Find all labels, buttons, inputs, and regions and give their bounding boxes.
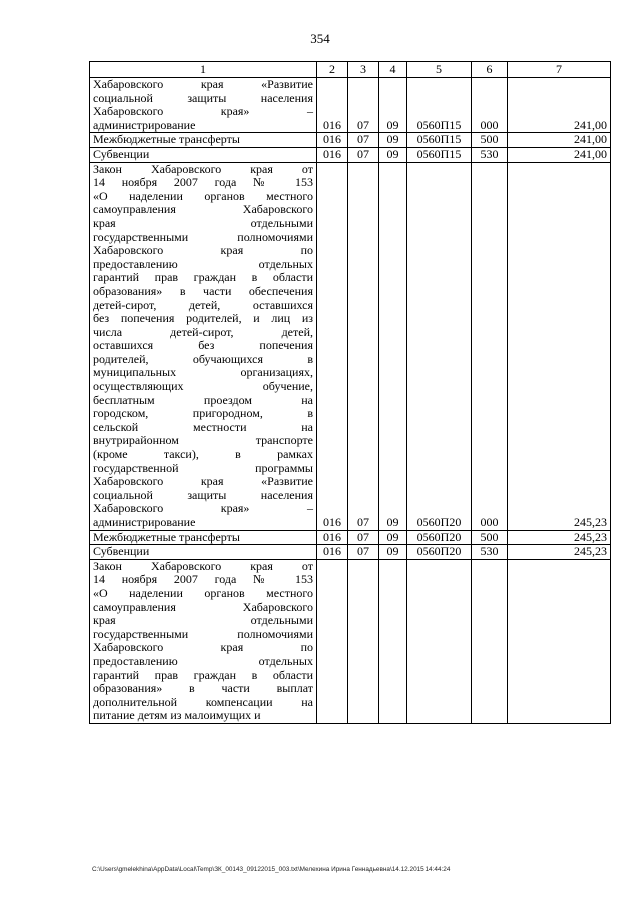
ministry-code-cell: 016 <box>317 162 348 530</box>
amount-cell: 245,23 <box>508 545 611 560</box>
name-line: сельской местности на <box>93 419 313 434</box>
amount-cell <box>508 559 611 723</box>
name-line: (кроме такси), в рамках <box>93 447 313 462</box>
name-line: гарантий прав граждан в области <box>93 270 313 285</box>
subsection-code-cell: 09 <box>379 162 407 530</box>
ministry-code-cell: 016 <box>317 133 348 148</box>
row-name-cell <box>90 559 317 723</box>
name-line: дополнительной компенсации на <box>93 694 313 709</box>
amount-cell: 241,00 <box>508 147 611 162</box>
expense-type-cell <box>472 559 508 723</box>
name-line: социальной защиты населения <box>93 90 313 105</box>
amount-cell: 245,23 <box>508 530 611 545</box>
name-line: «О наделении органов местного <box>93 188 313 203</box>
header-cell-6: 6 <box>472 62 508 78</box>
expense-type-cell: 500 <box>472 530 508 545</box>
name-line: Хабаровского края по <box>93 640 313 655</box>
name-line: Хабаровского края «Развитие <box>93 474 313 489</box>
name-line: бесплатным проездом на <box>93 392 313 407</box>
name-line: государственными полномочиями <box>93 626 313 641</box>
section-code-cell: 07 <box>348 147 379 162</box>
row-name-cell <box>90 162 317 530</box>
budget-table <box>89 61 611 724</box>
name-line: социальной защиты населения <box>93 487 313 502</box>
name-line: Межбюджетные трансферты <box>93 529 240 544</box>
expense-type-cell: 000 <box>472 78 508 133</box>
section-code-cell: 07 <box>348 78 379 133</box>
ministry-code-cell <box>317 559 348 723</box>
ministry-code-cell: 016 <box>317 147 348 162</box>
name-line: городском, пригородном, в <box>93 406 313 421</box>
name-line: внутрирайонном транспорте <box>93 433 313 448</box>
name-line: Закон Хабаровского края от <box>93 558 313 573</box>
name-line: Хабаровского края» – <box>93 501 313 516</box>
row-name-cell <box>90 147 317 162</box>
name-line: детей-сирот, детей, оставшихся <box>93 297 313 312</box>
header-cell-1: 1 <box>90 62 317 78</box>
name-line: питание детям из малоимущих и <box>93 708 261 723</box>
name-line: самоуправления Хабаровского <box>93 202 313 217</box>
subsection-code-cell: 09 <box>379 545 407 560</box>
ministry-code-cell: 016 <box>317 530 348 545</box>
target-article-cell <box>407 559 472 723</box>
name-line: муниципальных организациях, <box>93 365 313 380</box>
table-header-row <box>90 62 611 78</box>
section-code-cell: 07 <box>348 133 379 148</box>
expense-type-cell: 530 <box>472 147 508 162</box>
target-article-cell: 0560П15 <box>407 133 472 148</box>
target-article-cell: 0560П20 <box>407 530 472 545</box>
name-line: образования» в части обеспечения <box>93 283 313 298</box>
table-row <box>90 162 611 530</box>
name-line: Закон Хабаровского края от <box>93 161 313 176</box>
name-line: предоставлению отдельных <box>93 256 313 271</box>
name-line: 14 ноября 2007 года № 153 <box>93 572 313 587</box>
subsection-code-cell: 09 <box>379 78 407 133</box>
name-line: осуществляющих обучение, <box>93 379 313 394</box>
section-code-cell: 07 <box>348 545 379 560</box>
name-line: предоставлению отдельных <box>93 653 313 668</box>
subsection-code-cell: 09 <box>379 133 407 148</box>
expense-type-cell: 500 <box>472 133 508 148</box>
name-line: родителей, обучающихся в <box>93 351 313 366</box>
section-code-cell <box>348 559 379 723</box>
row-name-cell <box>90 530 317 545</box>
name-line: администрирование <box>93 515 196 529</box>
table-row <box>90 559 611 723</box>
name-line: государственной программы <box>93 460 313 475</box>
section-code-cell: 07 <box>348 530 379 545</box>
subsection-code-cell: 09 <box>379 530 407 545</box>
row-name-cell <box>90 133 317 148</box>
table-row <box>90 133 611 148</box>
expense-type-cell: 530 <box>472 545 508 560</box>
header-cell-5: 5 <box>407 62 472 78</box>
header-cell-4: 4 <box>379 62 407 78</box>
target-article-cell: 0560П15 <box>407 147 472 162</box>
name-line: Субвенции <box>93 146 150 161</box>
name-line: государственными полномочиями <box>93 229 313 244</box>
target-article-cell: 0560П20 <box>407 162 472 530</box>
subsection-code-cell <box>379 559 407 723</box>
header-cell-2: 2 <box>317 62 348 78</box>
subsection-code-cell: 09 <box>379 147 407 162</box>
table-row <box>90 530 611 545</box>
name-line: самоуправления Хабаровского <box>93 599 313 614</box>
name-line: Субвенции <box>93 544 150 559</box>
header-cell-7: 7 <box>508 62 611 78</box>
section-code-cell: 07 <box>348 162 379 530</box>
name-line: Межбюджетные трансферты <box>93 132 240 147</box>
file-path-footer: C:\Users\gmelekhina\AppData\Local\Temp\ЗК_00143_09122015_003.txt\Мелехина Ирина Геннадьевна\14.12.2015 14:44:24 <box>92 866 451 873</box>
row-name-cell <box>90 78 317 133</box>
expense-type-cell: 000 <box>472 162 508 530</box>
name-line: Хабаровского края «Развитие <box>93 77 313 91</box>
name-line: без попечения родителей, и лиц из <box>93 311 313 326</box>
table-row <box>90 147 611 162</box>
ministry-code-cell: 016 <box>317 78 348 133</box>
table-row <box>90 78 611 133</box>
target-article-cell: 0560П20 <box>407 545 472 560</box>
header-cell-3: 3 <box>348 62 379 78</box>
page-number: 354 <box>310 31 330 46</box>
table-body <box>90 62 611 724</box>
amount-cell: 241,00 <box>508 78 611 133</box>
row-name-cell <box>90 545 317 560</box>
name-line: края отдельными <box>93 215 313 230</box>
name-line: числа детей-сирот, детей, <box>93 324 313 339</box>
table-row <box>90 545 611 560</box>
amount-cell: 245,23 <box>508 162 611 530</box>
name-line: «О наделении органов местного <box>93 585 313 600</box>
amount-cell: 241,00 <box>508 133 611 148</box>
name-line: администрирование <box>93 117 196 132</box>
ministry-code-cell: 016 <box>317 545 348 560</box>
name-line: 14 ноября 2007 года № 153 <box>93 175 313 190</box>
name-line: оставшихся без попечения <box>93 338 313 353</box>
name-line: Хабаровского края по <box>93 243 313 258</box>
target-article-cell: 0560П15 <box>407 78 472 133</box>
name-line: гарантий прав граждан в области <box>93 667 313 682</box>
name-line: Хабаровского края» – <box>93 104 313 119</box>
name-line: края отдельными <box>93 613 313 628</box>
name-line: образования» в части выплат <box>93 681 313 696</box>
